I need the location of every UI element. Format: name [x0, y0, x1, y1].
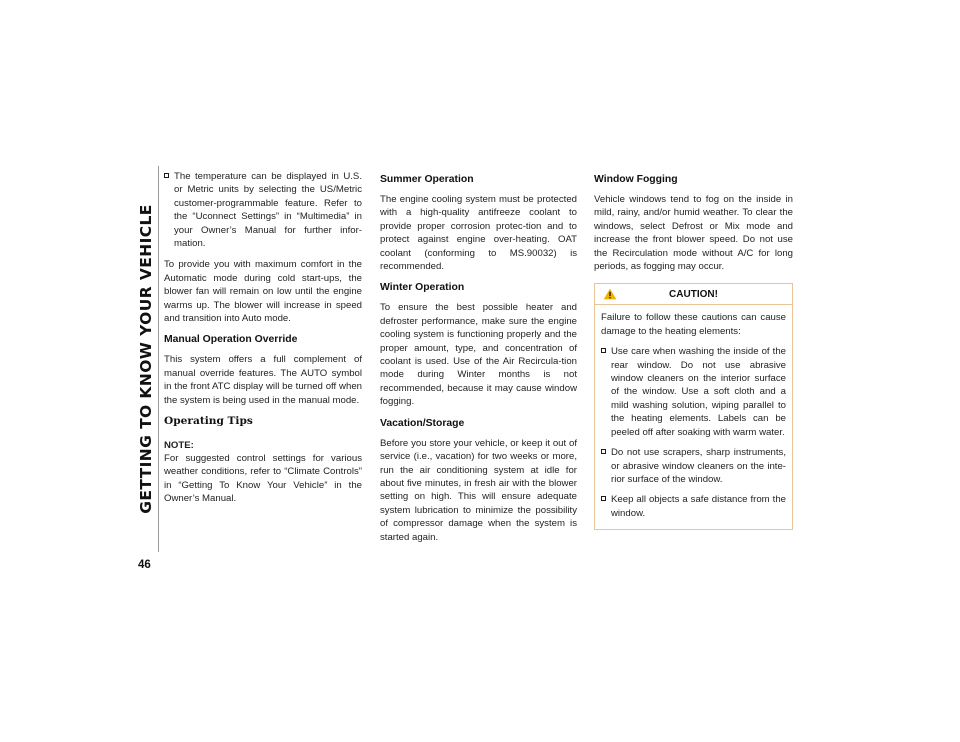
caution-title: CAUTION!: [669, 288, 718, 300]
heading-summer-operation: Summer Operation: [380, 174, 474, 185]
heading-manual-override: Manual Operation Override: [164, 334, 298, 346]
column-1: [164, 170, 362, 514]
caution-bullet-washing: Use care when washing the inside of the rear window. Do not use abrasive window cleaners on the interior surface of the window. Use a soft cloth and a mild washing solution, wiping parallel to the heating elements. Labels can be peeled off after soaking with warm water.: [601, 345, 786, 439]
heading-window-fogging: Window Fogging: [594, 174, 678, 185]
column-2: [380, 170, 577, 552]
caution-box: [594, 283, 793, 530]
paragraph-vacation-storage: Before you store your vehicle, or keep it out of service (i.e., vacation) for two weeks or more, run the air conditioning system at idle for about five minutes, in fresh air with the blower setting on high. This will ensure adequate system lubrication to minimize the possibility of compressor damage when the system is started again.: [380, 437, 577, 543]
note-label: NOTE:: [164, 439, 194, 451]
caution-intro: Failure to follow these cautions can cause damage to the heating elements:: [601, 312, 786, 337]
warning-triangle-icon: [603, 288, 617, 300]
caution-bullet-scrapers: Do not use scrapers, sharp instruments, or abrasive window cleaners on the inte-rior surface of the window.: [601, 446, 786, 486]
section-side-tab-label: GETTING TO KNOW YOUR VEHICLE: [137, 204, 156, 514]
side-divider: [158, 166, 159, 552]
caution-bullet-distance: Keep all objects a safe distance from the window.: [601, 493, 786, 520]
paragraph-winter-operation: To ensure the best possible heater and defroster performance, make sure the engine cooling system is functioning properly and the proper amount, type, and concentration of coolant is used. Use of the Air Recircula-tion mode during Winter months is not recommended, because it may cause window fogging.: [380, 302, 577, 408]
heading-vacation-storage: Vacation/Storage: [380, 417, 465, 429]
paragraph-window-fogging: Vehicle windows tend to fog on the inside in mild, rainy, and/or humid weather. To clear the windows, select Defrost or Mix mode and increase the front blower speed. Do not use the Recirculation mode without A/C for long periods, as fogging may occur.: [594, 194, 793, 273]
caution-body: [595, 305, 792, 529]
section-side-tab: [134, 165, 158, 553]
column-3: [594, 170, 793, 530]
paragraph-comfort: To provide you with maximum comfort in the Automatic mode during cold start-ups, the blower fan will remain on low until the engine warms up. The blower will increase in speed and transition into Auto mode.: [164, 259, 362, 325]
paragraph-summer-operation: The engine cooling system must be protected with a high-quality antifreeze coolant to provide proper corrosion protec-tion and to protect against engine over-heating. OAT coolant (conforming to MS.90032) is recommended.: [380, 194, 577, 273]
paragraph-manual-override: This system offers a full complement of manual override features. The AUTO symbol in the front ATC display will be turned off when the system is being used in the manual mode.: [164, 354, 362, 406]
bullet-temperature-units: The temperature can be displayed in U.S. or Metric units by selecting the US/Metric customer-programmable feature. Refer to the “Uconnect Settings” in “Multimedia” in your Owner’s Manual for further infor-mation.: [164, 170, 362, 250]
page-number: 46: [138, 559, 151, 571]
heading-operating-tips: Operating Tips: [164, 415, 253, 428]
note-text: For suggested control settings for various weather conditions, refer to “Climate Controls” in “Getting To Know Your Vehicle” in the Owner’s Manual.: [164, 452, 362, 505]
caution-header: [595, 284, 792, 305]
heading-winter-operation: Winter Operation: [380, 282, 465, 294]
